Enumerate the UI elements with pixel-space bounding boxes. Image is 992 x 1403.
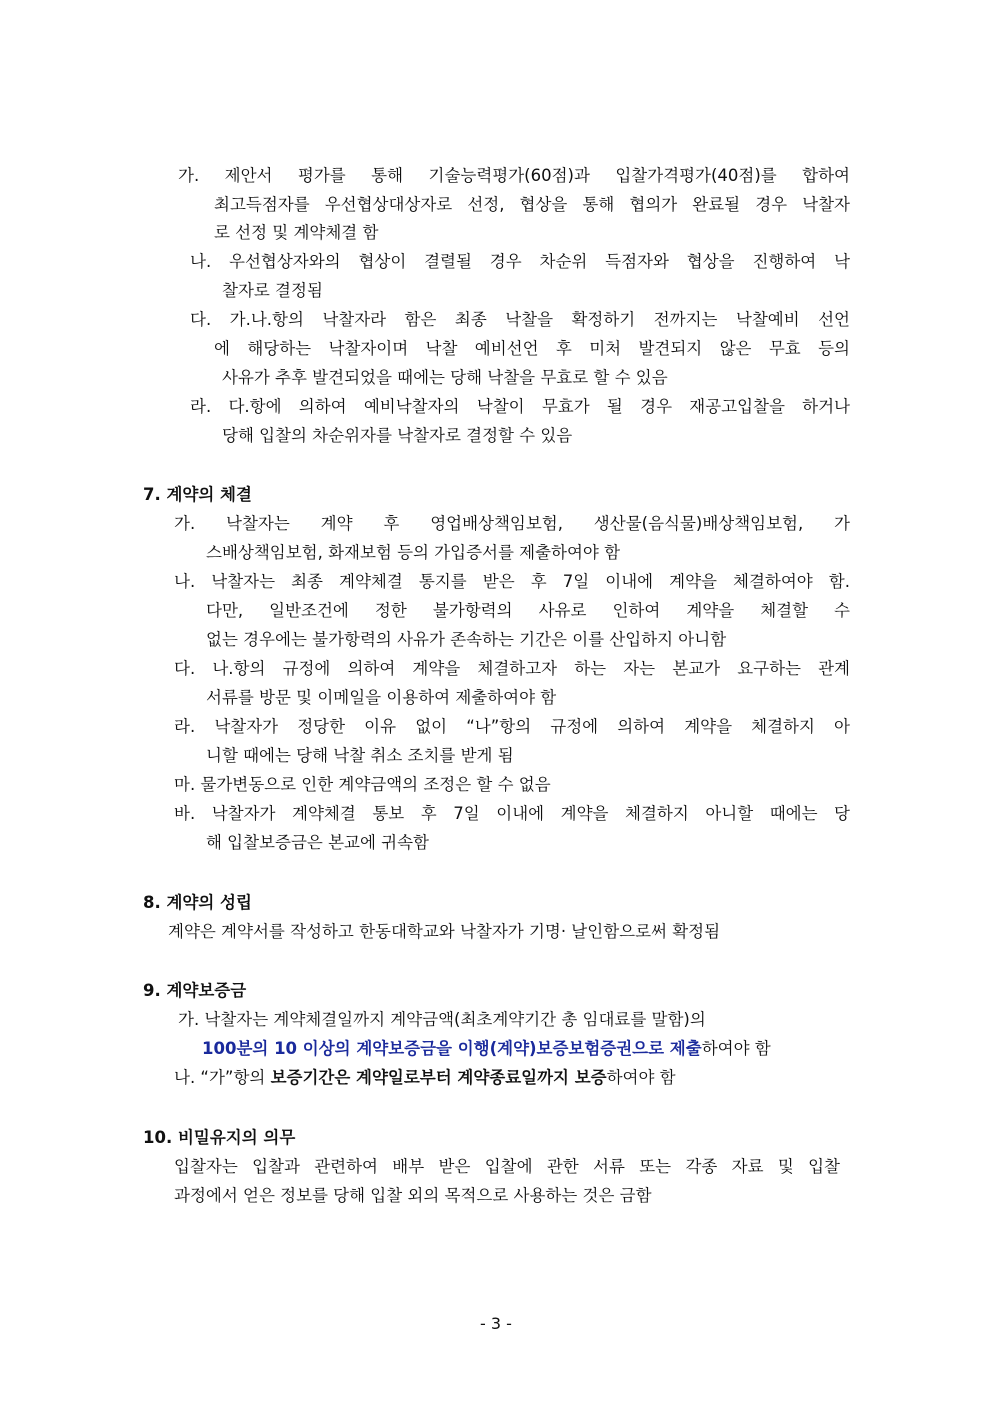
item-na-line2: 찰자로 결정됨	[222, 281, 323, 300]
s7-ga-line2: 스배상책임보험, 화재보험 등의 가입증서를 제출하여야 함	[206, 543, 621, 562]
item-ga-line2: 최고득점자를 우선협상대상자로 선정, 협상을 통해 협의가 완료될 경우 낙찰자	[214, 195, 850, 214]
s9-ga-emphasis: 100분의 10 이상의 계약보증금을 이행(계약)보증보험증권으로 제출	[202, 1039, 702, 1058]
item-ra-line2: 당해 입찰의 차순위자를 낙찰자로 결정할 수 있음	[222, 426, 573, 445]
s7-ra-line2: 니할 때에는 당해 낙찰 취소 조치를 받게 됨	[206, 746, 514, 765]
s7-da-line1: 다. 나.항의 규정에 의하여 계약을 체결하고자 하는 자는 본교가 요구하는 관계	[174, 659, 850, 678]
s7-ra-line1: 라. 낙찰자가 정당한 이유 없이 “나”항의 규정에 의하여 계약을 체결하지 아	[174, 717, 850, 736]
s7-na-line2: 다만, 일반조건에 정한 불가항력의 사유로 인하여 계약을 체결할 수	[206, 601, 850, 620]
section-8-heading: 8. 계약의 성립	[143, 893, 252, 912]
item-na-line1: 나. 우선협상자와의 협상이 결렬될 경우 차순위 득점자와 협상을 진행하여 낙	[190, 252, 850, 271]
s7-ma-line1: 마. 물가변동으로 인한 계약금액의 조정은 할 수 없음	[174, 775, 551, 794]
section-7-heading: 7. 계약의 체결	[143, 485, 252, 504]
s7-ba-line1: 바. 낙찰자가 계약체결 통보 후 7일 이내에 계약을 체결하지 아니할 때에는 당	[174, 804, 850, 823]
s10-body-line1: 입찰자는 입찰과 관련하여 배부 받은 입찰에 관한 서류 또는 각종 자료 및 입찰	[174, 1157, 840, 1176]
s7-na-line1: 나. 낙찰자는 최종 계약체결 통지를 받은 후 7일 이내에 계약을 체결하여야 함.	[174, 572, 850, 591]
s7-ba-line2: 해 입찰보증금은 본교에 귀속함	[206, 833, 429, 852]
s9-ga-line1: 가. 낙찰자는 계약체결일까지 계약금액(최초계약기간 총 임대료를 말함)의	[178, 1010, 706, 1029]
item-da-line1: 다. 가.나.항의 낙찰자라 함은 최종 낙찰을 확정하기 전까지는 낙찰예비 선언	[190, 310, 850, 329]
item-ga-line3: 로 선정 및 계약체결 함	[214, 223, 379, 242]
s9-ga-rest: 하여야 함	[701, 1039, 771, 1058]
s8-body: 계약은 계약서를 작성하고 한동대학교와 낙찰자가 기명· 날인함으로써 확정됨	[168, 922, 721, 941]
s9-na-rest: 하여야 함	[606, 1068, 676, 1087]
s7-ga-line1: 가. 낙찰자는 계약 후 영업배상책임보험, 생산물(음식물)배상책임보험, 가	[174, 514, 850, 533]
s9-ga-line2	[202, 1038, 771, 1060]
item-ra-line1: 라. 다.항에 의하여 예비낙찰자의 낙찰이 무효가 될 경우 재공고입찰을 하거나	[190, 397, 850, 416]
item-da-line3: 사유가 추후 발견되었을 때에는 당해 낙찰을 무효로 할 수 있음	[222, 368, 668, 387]
item-ga-line1: 가. 제안서 평가를 통해 기술능력평가(60점)과 입찰가격평가(40점)를 합하여	[178, 166, 850, 185]
page-number: - 3 -	[480, 1314, 512, 1333]
s10-body-line2: 과정에서 얻은 정보를 당해 입찰 외의 목적으로 사용하는 것은 금함	[174, 1186, 652, 1205]
s9-na-prefix: 나. “가”항의	[174, 1068, 271, 1087]
s9-na-line1	[174, 1067, 676, 1089]
section-9-heading: 9. 계약보증금	[143, 981, 247, 1000]
s7-da-line2: 서류를 방문 및 이메일을 이용하여 제출하여야 함	[206, 688, 557, 707]
section-10-heading: 10. 비밀유지의 의무	[143, 1128, 296, 1147]
s7-na-line3: 없는 경우에는 불가항력의 사유가 존속하는 기간은 이를 산입하지 아니함	[206, 630, 727, 649]
s9-na-emphasis: 보증기간은 계약일로부터 계약종료일까지 보증	[270, 1068, 607, 1087]
item-da-line2: 에 해당하는 낙찰자이며 낙찰 예비선언 후 미처 발견되지 않은 무효 등의	[214, 339, 850, 358]
